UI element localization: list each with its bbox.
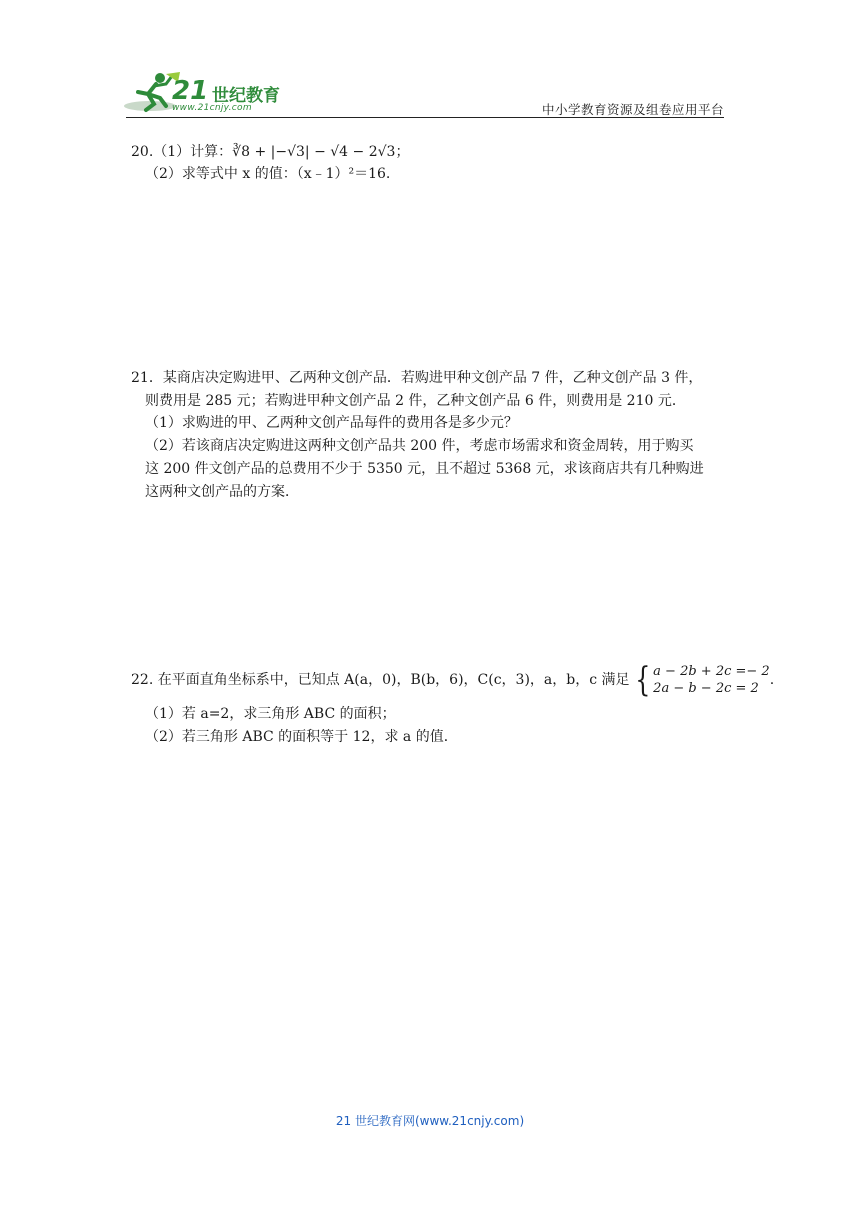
q22-line-1 — [131, 661, 774, 699]
logo-number: 21 — [172, 76, 209, 106]
q22-stem: 22. 在平面直角坐标系中，已知点 A(a，0)，B(b，6)，C(c，3)，a，b，c 满足 — [131, 672, 630, 688]
footer-link[interactable]: 21 世纪教育网(www.21cnjy.com) — [335, 1114, 525, 1128]
q22-line-3: （2）若三角形 ABC 的面积等于 12，求 a 的值． — [145, 729, 458, 745]
q20-expression: ∛8 + |−√3| − √4 − 2√3； — [232, 144, 410, 160]
q21-line-2: 则费用是 285 元；若购进甲种文创产品 2 件，乙种文创产品 6 件，则费用是 210 元． — [145, 393, 686, 409]
q21-line-6: 这两种文创产品的方案． — [145, 484, 299, 500]
q20-line-1 — [131, 140, 409, 164]
equation-2: 2a − b − 2c = 2 — [653, 681, 759, 696]
platform-title: 中小学教育资源及组卷应用平台 — [541, 102, 724, 117]
logo-text: 世纪教育 — [212, 86, 280, 106]
q21-line-4: （2）若该商店决定购进这两种文创产品共 200 件，考虑市场需求和资金周转，用于购买 — [145, 438, 694, 454]
q20-prefix: 20.（1）计算： — [131, 144, 233, 160]
header-divider — [126, 117, 724, 118]
q22-stem-end: . — [769, 672, 775, 688]
q20-line-2: （2）求等式中 x 的值：（x﹣1）²＝16. — [145, 166, 391, 182]
logo-url: www.21cnjy.com — [172, 103, 252, 113]
equation-1: a − 2b + 2c =− 2 — [653, 664, 770, 679]
q22-line-2: （1）若 a=2，求三角形 ABC 的面积； — [145, 706, 396, 722]
q21-line-3: （1）求购进的甲、乙两种文创产品每件的费用各是多少元？ — [145, 415, 518, 431]
q21-line-1: 21．某商店决定购进甲、乙两种文创产品．若购进甲种文创产品 7 件，乙种文创产品 3 件， — [131, 370, 703, 386]
brace-icon: { — [634, 660, 650, 700]
equation-system — [632, 661, 770, 699]
q21-line-5: 这 200 件文创产品的总费用不少于 5350 元，且不超过 5368 元，求该商店共有几种购进 — [145, 461, 704, 477]
